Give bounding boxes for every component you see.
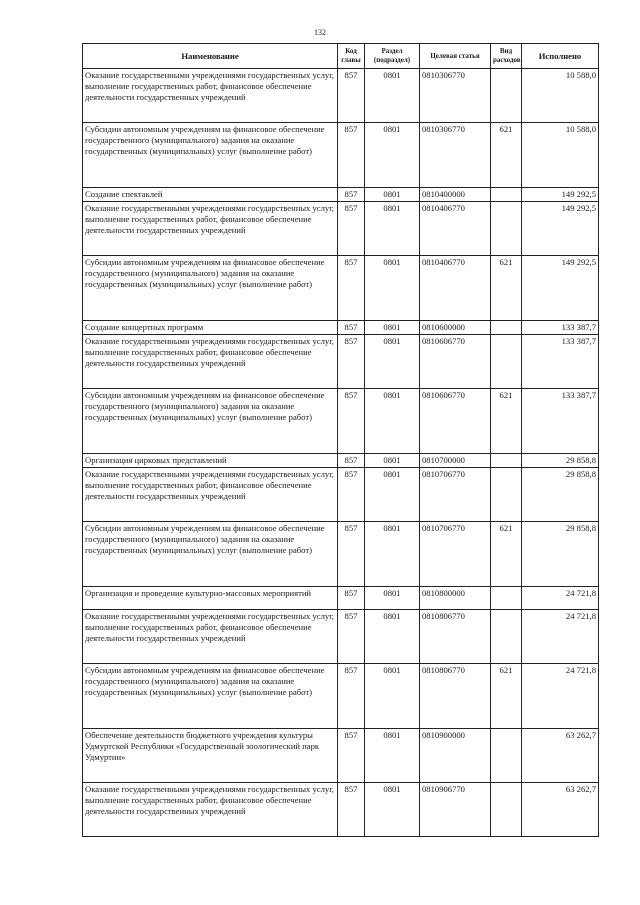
cell-kind: [491, 188, 522, 202]
cell-target: 0810806770: [420, 610, 491, 664]
cell-code: 857: [338, 321, 365, 335]
table-row: [83, 69, 599, 123]
cell-section: 0801: [365, 202, 420, 256]
table-row: [83, 188, 599, 202]
cell-done: 149 292,5: [522, 188, 599, 202]
table-row: [83, 123, 599, 188]
cell-done: 133 387,7: [522, 321, 599, 335]
cell-section: 0801: [365, 664, 420, 729]
cell-code: 857: [338, 335, 365, 389]
cell-section: 0801: [365, 468, 420, 522]
cell-section: 0801: [365, 454, 420, 468]
cell-kind: [491, 202, 522, 256]
table-header-row: [83, 44, 599, 69]
cell-target: 0810606770: [420, 389, 491, 454]
cell-kind: [491, 335, 522, 389]
cell-target: 0810900000: [420, 729, 491, 783]
cell-target: 0810306770: [420, 69, 491, 123]
cell-section: 0801: [365, 321, 420, 335]
cell-kind: [491, 783, 522, 837]
cell-section: 0801: [365, 188, 420, 202]
cell-kind: [491, 729, 522, 783]
cell-done: 29 858,8: [522, 522, 599, 587]
cell-code: 857: [338, 468, 365, 522]
cell-section: 0801: [365, 123, 420, 188]
cell-target: 0810906770: [420, 783, 491, 837]
table-row: [83, 256, 599, 321]
cell-name: Оказание государственными учреждениями государственных услуг, выполнение государственных работ, финансовое обеспечение деятельности государственных учреждений: [83, 202, 338, 256]
cell-name: Создание концертных программ: [83, 321, 338, 335]
table-row: [83, 664, 599, 729]
cell-name: Оказание государственными учреждениями государственных услуг, выполнение государственных работ, финансовое обеспечение деятельности государственных учреждений: [83, 335, 338, 389]
cell-target: 0810700000: [420, 454, 491, 468]
cell-done: 10 588,0: [522, 69, 599, 123]
cell-name: Субсидии автономным учреждениям на финансовое обеспечение государственного (муниципального) задания на оказание государственных (муниципальных) услуг (выполнение работ): [83, 123, 338, 188]
cell-kind: [491, 321, 522, 335]
cell-code: 857: [338, 69, 365, 123]
cell-done: 29 858,8: [522, 454, 599, 468]
header-done: Исполнено: [522, 44, 599, 69]
cell-code: 857: [338, 454, 365, 468]
cell-kind: 621: [491, 522, 522, 587]
budget-table: [82, 43, 599, 837]
cell-section: 0801: [365, 335, 420, 389]
cell-done: 149 292,5: [522, 202, 599, 256]
table-row: [83, 454, 599, 468]
cell-done: 63 262,7: [522, 729, 599, 783]
cell-code: 857: [338, 522, 365, 587]
cell-name: Субсидии автономным учреждениям на финансовое обеспечение государственного (муниципального) задания на оказание государственных (муниципальных) услуг (выполнение работ): [83, 522, 338, 587]
cell-code: 857: [338, 256, 365, 321]
cell-done: 24 721,8: [522, 664, 599, 729]
cell-kind: [491, 454, 522, 468]
table-row: [83, 468, 599, 522]
header-section: Раздел (подраздел): [365, 44, 420, 69]
cell-name: Оказание государственными учреждениями государственных услуг, выполнение государственных работ, финансовое обеспечение деятельности государственных учреждений: [83, 468, 338, 522]
table-row: [83, 587, 599, 610]
page-number: 132: [314, 28, 326, 37]
cell-name: Оказание государственными учреждениями государственных услуг, выполнение государственных работ, финансовое обеспечение деятельности государственных учреждений: [83, 69, 338, 123]
cell-kind: 621: [491, 256, 522, 321]
cell-name: Субсидии автономным учреждениям на финансовое обеспечение государственного (муниципального) задания на оказание государственных (муниципальных) услуг (выполнение работ): [83, 664, 338, 729]
cell-done: 29 858,8: [522, 468, 599, 522]
cell-section: 0801: [365, 587, 420, 610]
cell-done: 24 721,8: [522, 610, 599, 664]
cell-done: 10 588,0: [522, 123, 599, 188]
header-kind: Вид расходов: [491, 44, 522, 69]
cell-name: Организация цирковых представлений: [83, 454, 338, 468]
cell-name: Создание спектаклей: [83, 188, 338, 202]
cell-section: 0801: [365, 610, 420, 664]
table-row: [83, 335, 599, 389]
cell-target: 0810806770: [420, 664, 491, 729]
cell-done: 133 387,7: [522, 389, 599, 454]
cell-target: 0810306770: [420, 123, 491, 188]
header-name: Наименование: [83, 44, 338, 69]
cell-code: 857: [338, 202, 365, 256]
cell-target: 0810800000: [420, 587, 491, 610]
cell-name: Организация и проведение культурно-массовых мероприятий: [83, 587, 338, 610]
cell-kind: [491, 69, 522, 123]
cell-code: 857: [338, 123, 365, 188]
header-code: Код главы: [338, 44, 365, 69]
table-row: [83, 321, 599, 335]
cell-code: 857: [338, 610, 365, 664]
cell-kind: 621: [491, 123, 522, 188]
cell-target: 0810706770: [420, 522, 491, 587]
table-row: [83, 202, 599, 256]
cell-section: 0801: [365, 69, 420, 123]
cell-section: 0801: [365, 783, 420, 837]
cell-code: 857: [338, 389, 365, 454]
cell-section: 0801: [365, 389, 420, 454]
cell-name: Оказание государственными учреждениями государственных услуг, выполнение государственных работ, финансовое обеспечение деятельности государственных учреждений: [83, 783, 338, 837]
cell-name: Обеспечение деятельности бюджетного учреждения культуры Удмуртской Республики «Государственный зоологический парк Удмуртии»: [83, 729, 338, 783]
cell-kind: [491, 468, 522, 522]
cell-done: 133 387,7: [522, 335, 599, 389]
table-row: [83, 389, 599, 454]
cell-done: 24 721,8: [522, 587, 599, 610]
table-row: [83, 522, 599, 587]
cell-section: 0801: [365, 256, 420, 321]
cell-target: 0810600000: [420, 321, 491, 335]
cell-code: 857: [338, 664, 365, 729]
cell-code: 857: [338, 587, 365, 610]
cell-section: 0801: [365, 729, 420, 783]
header-target: Целевая статья: [420, 44, 491, 69]
cell-target: 0810706770: [420, 468, 491, 522]
cell-kind: 621: [491, 389, 522, 454]
cell-kind: 621: [491, 664, 522, 729]
table-row: [83, 729, 599, 783]
cell-name: Субсидии автономным учреждениям на финансовое обеспечение государственного (муниципального) задания на оказание государственных (муниципальных) услуг (выполнение работ): [83, 389, 338, 454]
cell-section: 0801: [365, 522, 420, 587]
cell-kind: [491, 587, 522, 610]
table-row: [83, 783, 599, 837]
cell-target: 0810406770: [420, 256, 491, 321]
cell-kind: [491, 610, 522, 664]
cell-done: 149 292,5: [522, 256, 599, 321]
cell-done: 63 262,7: [522, 783, 599, 837]
cell-target: 0810606770: [420, 335, 491, 389]
cell-code: 857: [338, 188, 365, 202]
cell-name: Оказание государственными учреждениями государственных услуг, выполнение государственных работ, финансовое обеспечение деятельности государственных учреждений: [83, 610, 338, 664]
cell-target: 0810406770: [420, 202, 491, 256]
cell-name: Субсидии автономным учреждениям на финансовое обеспечение государственного (муниципального) задания на оказание государственных (муниципальных) услуг (выполнение работ): [83, 256, 338, 321]
table-row: [83, 610, 599, 664]
cell-target: 0810400000: [420, 188, 491, 202]
cell-code: 857: [338, 783, 365, 837]
cell-code: 857: [338, 729, 365, 783]
